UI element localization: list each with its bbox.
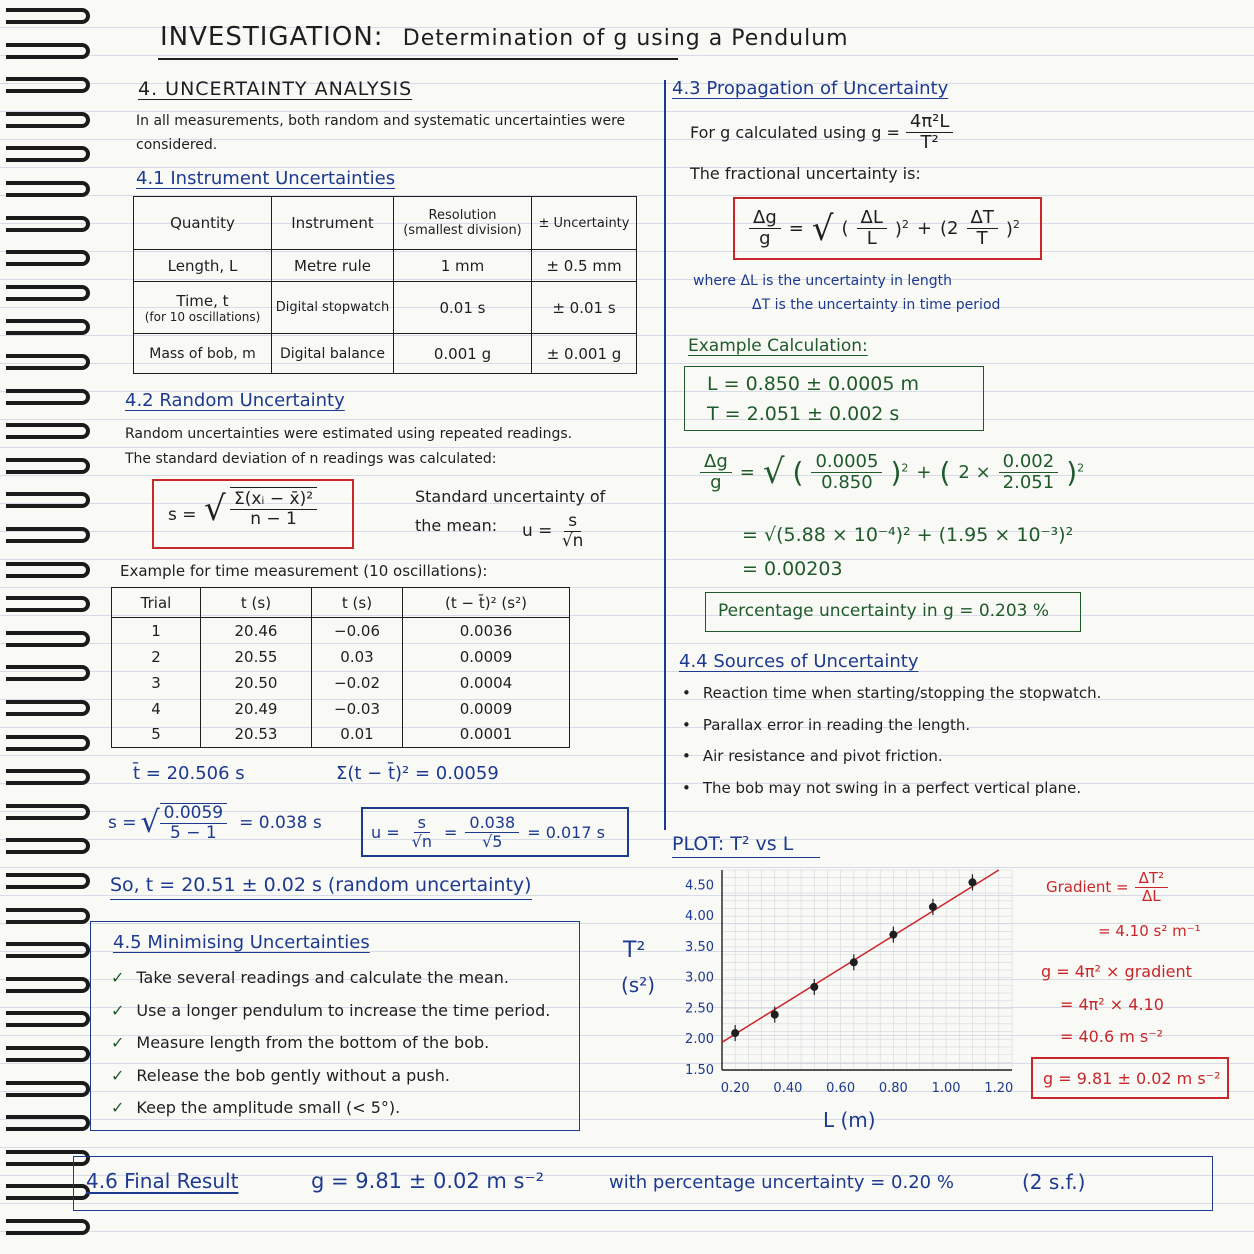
g-formula-text: For g calculated using g = <box>690 122 900 142</box>
gradient-formula <box>1046 870 1168 904</box>
table-cell: 0.0009 <box>403 696 570 722</box>
equals-sign: = <box>739 461 755 483</box>
source-item <box>682 684 1101 702</box>
final-percentage: with percentage uncertainty = 0.20 % <box>609 1172 954 1193</box>
calc-d2: 2.051 <box>1002 471 1055 493</box>
spiral-ring <box>6 596 90 612</box>
mean-label-line1: Standard uncertainty of <box>415 487 606 506</box>
y-tick-label: 1.50 <box>685 1063 714 1078</box>
cell-quantity <box>134 282 272 334</box>
x-tick-label: 0.40 <box>773 1081 803 1096</box>
sqrt-sign: √ <box>811 208 834 249</box>
cell-resolution: 0.01 s <box>394 282 532 334</box>
spiral-ring <box>6 216 90 232</box>
spiral-ring <box>6 908 90 924</box>
std-dev-lhs: s = <box>168 505 197 525</box>
header-trial: Trial <box>112 588 201 618</box>
section-4-intro-line1: In all measurements, both random and systematic uncertainties were <box>136 113 626 129</box>
table-cell: 2 <box>112 644 201 670</box>
mean-formula-den: √n <box>561 530 584 551</box>
std-dev-numerator: Σ(xᵢ − x̄)² <box>230 490 317 510</box>
spiral-ring <box>6 1081 90 1097</box>
term-close: )$^2$ <box>894 217 909 240</box>
mean-formula-lhs: u = <box>522 521 553 542</box>
paren-open: ( <box>792 455 804 489</box>
section-4-intro-line2: considered. <box>136 137 218 153</box>
example-values-box <box>684 366 984 431</box>
check-icon: ✓ <box>111 1000 125 1020</box>
mean-formula <box>522 512 587 550</box>
term-close: )$^2$ <box>1005 217 1020 240</box>
header-instrument: Instrument <box>272 197 394 250</box>
gradient-value: = 4.10 s² m⁻¹ <box>1098 922 1201 940</box>
spiral-ring <box>6 942 90 958</box>
cell-quantity: Length, L <box>134 250 272 282</box>
table-row <box>112 670 570 696</box>
two-times: 2 × <box>958 461 991 483</box>
spiral-ring <box>6 1115 90 1131</box>
spiral-ring <box>6 1046 90 1062</box>
spiral-ring <box>6 319 90 335</box>
s-calc-den: 5 − 1 <box>170 822 217 843</box>
dg-den: g <box>759 228 771 249</box>
dg-num: Δg <box>700 452 732 473</box>
y-tick-label: 4.50 <box>685 878 714 894</box>
best-fit-line <box>722 870 999 1042</box>
plot-heading: PLOT: T² vs L <box>672 833 820 858</box>
T-value: T = 2.051 ± 0.002 s <box>707 403 900 425</box>
g-calc-line2: = 4π² × 4.10 <box>1060 995 1164 1014</box>
g-calc-line3: = 40.6 m s⁻² <box>1060 1027 1164 1046</box>
g-result-box: g = 9.81 ± 0.02 m s⁻² <box>1031 1057 1229 1099</box>
table-cell: 0.01 <box>312 722 403 748</box>
g-formula-frac <box>906 112 954 153</box>
table-cell: 0.0036 <box>403 618 570 644</box>
u-calc-lhs: u = <box>371 822 400 842</box>
equals-sign: = <box>788 218 804 239</box>
spiral-ring <box>6 146 90 162</box>
u-calc-result: = 0.017 s <box>527 822 605 842</box>
sqrt-sign: √ <box>762 452 785 493</box>
y-tick-label: 4.00 <box>685 909 714 925</box>
x-tick-label: 0.20 <box>720 1081 750 1096</box>
plus-sign: + <box>916 461 932 483</box>
plot-y-unit: (s²) <box>621 973 656 997</box>
u-calc-d2: √5 <box>482 831 503 851</box>
plot-y-label: T² <box>623 938 646 963</box>
table-row <box>112 722 570 748</box>
s-calculation <box>108 803 322 842</box>
cell-instrument: Metre rule <box>272 250 394 282</box>
dg-over-g <box>749 208 781 249</box>
paren-open: ( <box>939 455 951 489</box>
table-cell: 0.0001 <box>403 722 570 748</box>
source-item <box>682 747 943 765</box>
spiral-ring <box>6 769 90 785</box>
significant-figures-note: (2 s.f.) <box>1022 1170 1086 1194</box>
bullet-icon: • <box>682 684 691 702</box>
calc-frac2 <box>999 452 1059 493</box>
s-calc-frac <box>160 803 227 842</box>
spiral-ring <box>6 250 90 266</box>
dg-over-g <box>700 452 732 493</box>
spiral-ring <box>6 354 90 370</box>
y-tick-label: 3.00 <box>685 970 714 986</box>
spiral-ring <box>6 838 90 854</box>
checklist-item <box>111 1098 400 1117</box>
section-4-1-heading: 4.1 Instrument Uncertainties <box>136 168 396 189</box>
data-point <box>771 1011 779 1019</box>
plus-sign: + <box>916 218 933 239</box>
header-quantity: Quantity <box>134 197 272 250</box>
header-resolution-line1: Resolution <box>428 208 497 223</box>
bullet-icon: • <box>682 715 691 734</box>
bullet-icon: • <box>682 747 691 765</box>
gradient-label: Gradient = <box>1046 878 1129 896</box>
sqrt-sign: √ <box>204 489 226 529</box>
data-point <box>889 931 897 939</box>
section-4-2-heading: 4.2 Random Uncertainty <box>125 390 345 411</box>
data-point <box>929 903 937 911</box>
table-cell: 0.03 <box>312 644 403 670</box>
y-tick-label: 2.00 <box>685 1032 714 1048</box>
sqrt-sign: √ <box>140 805 160 841</box>
cell-uncertainty: ± 0.5 mm <box>532 250 637 282</box>
table-cell: −0.02 <box>312 670 403 696</box>
cell-uncertainty: ± 0.01 s <box>532 282 637 334</box>
x-tick-label: 1.20 <box>984 1081 1014 1096</box>
paren-close: )$^2$ <box>890 455 909 489</box>
spiral-ring <box>6 665 90 681</box>
table-row <box>112 644 570 670</box>
checklist-item-text: Use a longer pendulum to increase the time period. <box>136 1000 551 1020</box>
time-table <box>111 587 570 748</box>
where-line1: where ΔL is the uncertainty in length <box>693 273 953 289</box>
spiral-binding <box>0 0 100 1254</box>
u-calc-n1: s <box>414 814 430 833</box>
random-line2: The standard deviation of n readings was calculated: <box>125 451 497 467</box>
table-cell: 0.0009 <box>403 644 570 670</box>
table-row <box>134 334 637 374</box>
mean-formula-num: s <box>564 512 581 532</box>
u-calc-n2: 0.038 <box>465 814 519 833</box>
spiral-ring <box>6 700 90 716</box>
final-result-heading: 4.6 Final Result <box>86 1169 239 1193</box>
spiral-ring <box>6 1011 90 1027</box>
table-cell: 3 <box>112 670 201 696</box>
check-icon: ✓ <box>111 968 125 987</box>
header-uncertainty: ± Uncertainty <box>532 197 637 250</box>
t2-vs-l-chart <box>676 862 1026 1102</box>
final-result-box <box>73 1156 1213 1211</box>
table-cell: 20.55 <box>201 644 312 670</box>
spiral-ring <box>6 112 90 128</box>
table-cell: 1 <box>112 618 201 644</box>
u-calculation-box <box>361 807 629 857</box>
cell-resolution: 1 mm <box>394 250 532 282</box>
column-divider <box>664 80 666 830</box>
checklist-item <box>111 968 509 987</box>
random-uncertainty-result: So, t = 20.51 ± 0.02 s (random uncertainty) <box>110 874 532 900</box>
spiral-ring <box>6 389 90 405</box>
spiral-ring <box>6 181 90 197</box>
source-item <box>682 716 970 734</box>
fractional-uncertainty-label: The fractional uncertainty is: <box>690 164 921 183</box>
check-icon: ✓ <box>111 1065 125 1085</box>
spiral-ring <box>6 1219 90 1235</box>
spiral-ring <box>6 631 90 647</box>
x-tick-label: 1.00 <box>931 1081 961 1096</box>
header-resolution <box>394 197 532 250</box>
plot-x-label: L (m) <box>823 1108 876 1132</box>
dt-den: T <box>976 228 988 249</box>
y-tick-label: 3.50 <box>685 939 714 955</box>
cell-quantity: Mass of bob, m <box>134 334 272 374</box>
u-calc-frac2 <box>465 814 519 850</box>
gradient-frac <box>1135 870 1168 904</box>
check-icon: ✓ <box>111 1098 125 1117</box>
spiral-ring <box>6 977 90 993</box>
example-calc-line1 <box>700 452 1084 493</box>
cell-quantity-line1: Time, t <box>176 291 229 310</box>
data-point <box>810 983 818 991</box>
spiral-ring <box>6 43 90 59</box>
section-4-heading: 4. UNCERTAINTY ANALYSIS <box>138 78 413 100</box>
cell-uncertainty: ± 0.001 g <box>532 334 637 374</box>
table-cell: 0.0004 <box>403 670 570 696</box>
u-calc-d1: √n <box>411 831 432 851</box>
calc-d1: 0.850 <box>821 471 873 493</box>
g-formula-den: T² <box>920 131 939 153</box>
checklist-item-text: Measure length from the bottom of the bob. <box>136 1033 490 1052</box>
x-tick-label: 0.60 <box>826 1081 856 1096</box>
dg-num: Δg <box>749 208 781 229</box>
table-cell: −0.06 <box>312 618 403 644</box>
check-icon: ✓ <box>111 1033 125 1052</box>
term-open: (2 <box>940 218 959 239</box>
dl-num: ΔL <box>857 208 887 229</box>
table-cell: −0.03 <box>312 696 403 722</box>
checklist-item <box>111 1033 489 1052</box>
g-calc-line1: g = 4π² × gradient <box>1041 962 1192 981</box>
dl-over-l <box>857 208 887 249</box>
table-cell: 4 <box>112 696 201 722</box>
gradient-den: ΔL <box>1142 886 1161 905</box>
s-calc-num: 0.0059 <box>160 804 227 824</box>
header-t-dev: t (s) <box>312 588 403 618</box>
table-row <box>134 282 637 334</box>
time-table-header <box>112 588 570 618</box>
std-dev-fraction <box>204 487 317 529</box>
paren-close: )$^2$ <box>1066 455 1085 489</box>
section-4-3-heading: 4.3 Propagation of Uncertainty <box>672 78 949 99</box>
instrument-table <box>133 196 637 374</box>
title-underline <box>158 58 678 60</box>
g-formula-num: 4π²L <box>906 112 954 133</box>
checklist-item-text: Release the bob gently without a push. <box>136 1065 450 1085</box>
dl-den: L <box>866 228 877 249</box>
table-row <box>112 618 570 644</box>
mean-label-line2: the mean: <box>415 516 498 535</box>
page-title <box>160 22 849 52</box>
bullet-icon: • <box>682 778 691 797</box>
spiral-ring <box>6 804 90 820</box>
table-cell: 20.53 <box>201 722 312 748</box>
title-prefix: INVESTIGATION: <box>160 22 384 52</box>
spiral-ring <box>6 8 90 24</box>
spiral-ring <box>6 562 90 578</box>
spiral-ring <box>6 285 90 301</box>
std-dev-formula-box <box>152 479 354 549</box>
example-calc-line3: = 0.00203 <box>742 558 843 580</box>
s-calc-result: = 0.038 s <box>239 812 322 833</box>
dg-den: g <box>710 471 722 493</box>
calc-frac1 <box>811 452 882 493</box>
gradient-num: ΔT² <box>1135 870 1168 888</box>
source-item-text: The bob may not swing in a perfect vertical plane. <box>702 778 1082 797</box>
checklist-item <box>111 1066 450 1085</box>
spiral-ring <box>6 458 90 474</box>
example-calc-line2: = √(5.88 × 10⁻⁴)² + (1.95 × 10⁻³)² <box>742 524 1074 546</box>
checklist-item-text: Take several readings and calculate the mean. <box>136 968 509 987</box>
mean-formula-frac <box>558 512 588 550</box>
L-value: L = 0.850 ± 0.0005 m <box>707 373 920 395</box>
data-point <box>731 1029 739 1037</box>
spiral-ring <box>6 492 90 508</box>
spiral-ring <box>6 527 90 543</box>
source-item-text: Reaction time when starting/stopping the stopwatch. <box>702 684 1102 702</box>
spiral-ring <box>6 423 90 439</box>
dt-over-t <box>967 208 998 249</box>
section-4-4-heading: 4.4 Sources of Uncertainty <box>679 651 919 672</box>
final-result-value: g = 9.81 ± 0.02 m s⁻² <box>311 1169 544 1193</box>
s-calc-lhs: s = <box>108 812 137 833</box>
where-line2: ΔT is the uncertainty in time period <box>752 297 1001 313</box>
table-cell: 20.49 <box>201 696 312 722</box>
data-point <box>968 878 976 886</box>
source-item-text: Parallax error in reading the length. <box>702 715 971 734</box>
x-tick-label: 0.80 <box>878 1081 908 1096</box>
source-item-text: Air resistance and pivot friction. <box>702 747 943 765</box>
table-cell: 20.46 <box>201 618 312 644</box>
table-row <box>134 250 637 282</box>
time-example-label: Example for time measurement (10 oscillations): <box>120 562 488 580</box>
header-t: t (s) <box>201 588 312 618</box>
std-dev-denominator: n − 1 <box>250 508 297 529</box>
equals-sign: = <box>443 822 458 842</box>
table-cell: 5 <box>112 722 201 748</box>
header-t-sq: (t − t̄)² (s²) <box>403 588 570 618</box>
sum-result: Σ(t − t̄)² = 0.0059 <box>336 763 499 784</box>
title-rest: Determination of g using a Pendulum <box>402 26 849 51</box>
calc-n2: 0.002 <box>999 452 1059 473</box>
fractional-formula-box <box>733 197 1042 260</box>
cell-resolution: 0.001 g <box>394 334 532 374</box>
spiral-ring <box>6 77 90 93</box>
term-open: ( <box>841 218 849 239</box>
percentage-uncertainty-box: Percentage uncertainty in g = 0.203 % <box>705 592 1081 632</box>
cell-instrument: Digital balance <box>272 334 394 374</box>
data-point <box>850 958 858 966</box>
checklist-item <box>111 1001 550 1020</box>
u-calc-frac1 <box>408 814 436 850</box>
minimising-box <box>90 921 580 1131</box>
instrument-table-header <box>134 197 637 250</box>
cell-quantity-line2: (for 10 oscillations) <box>144 309 261 324</box>
table-cell: 20.50 <box>201 670 312 696</box>
mean-result: t̄ = 20.506 s <box>133 763 245 784</box>
checklist-item-text: Keep the amplitude small (< 5°). <box>136 1098 401 1117</box>
section-4-5-heading: 4.5 Minimising Uncertainties <box>113 932 370 953</box>
random-line1: Random uncertainties were estimated using repeated readings. <box>125 426 573 442</box>
source-item <box>682 779 1081 797</box>
spiral-ring <box>6 873 90 889</box>
cell-instrument: Digital stopwatch <box>272 282 394 334</box>
table-row <box>112 696 570 722</box>
spiral-ring <box>6 735 90 751</box>
std-dev-frac <box>230 487 317 528</box>
g-formula-line <box>690 112 953 153</box>
header-resolution-line2: (smallest division) <box>403 223 522 238</box>
calc-n1: 0.0005 <box>811 452 882 473</box>
dt-num: ΔT <box>967 208 998 229</box>
example-calc-heading: Example Calculation: <box>688 336 868 356</box>
y-tick-label: 2.50 <box>685 1001 714 1017</box>
